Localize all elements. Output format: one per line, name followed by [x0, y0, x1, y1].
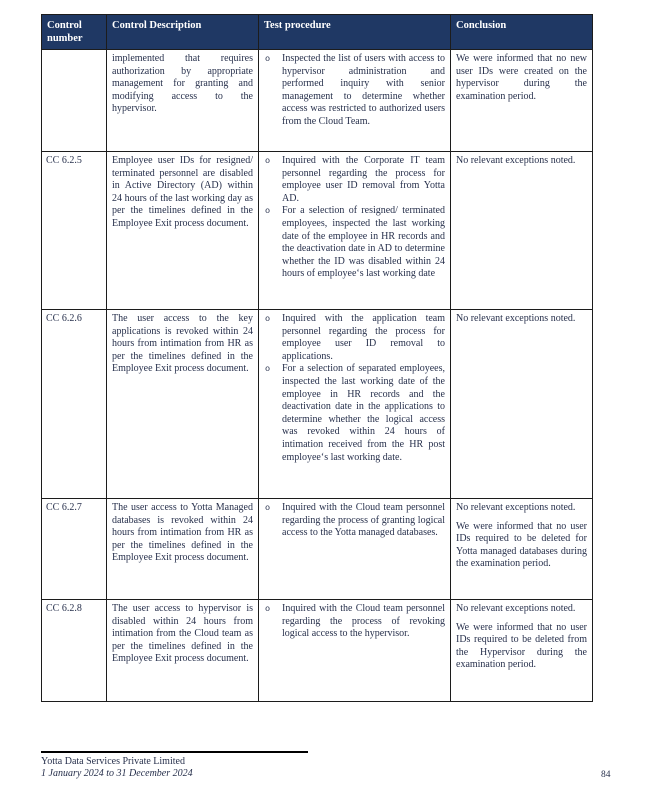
header-conclusion: Conclusion [451, 15, 593, 50]
footer-company: Yotta Data Services Private Limited [41, 756, 185, 767]
conclusion-paragraph: No relevant exceptions noted. [456, 603, 576, 614]
bullet-marker: o [265, 206, 271, 217]
table-row [42, 50, 593, 152]
procedure-item [264, 603, 445, 641]
footer-report-period: 1 January 2024 to 31 December 2024 [41, 768, 193, 779]
conclusion-cell [451, 310, 593, 499]
table-row [42, 152, 593, 310]
procedure-item [264, 502, 445, 540]
control-description-cell: The user access to hypervisor is disabled within 24 hours from intimation from the Cloud team as per the timelines defined in the Employee Exit process document. [107, 600, 259, 702]
control-description-cell: The user access to the key applications is revoked within 24 hours from intimation from HR as per the timelines defined in the Employee Exit process document. [107, 310, 259, 499]
page-number: 84 [601, 770, 611, 780]
control-number-cell: CC 6.2.6 [42, 310, 107, 499]
test-procedure-cell [259, 310, 451, 499]
procedure-item [264, 155, 445, 205]
conclusion-paragraph: No relevant exceptions noted. [456, 313, 576, 324]
control-description-cell: The user access to Yotta Managed databases is revoked within 24 hours from intimation from HR as per the timelines defined in the Employee Exit process document. [107, 499, 259, 600]
control-description-cell: Employee user IDs for resigned/ terminated personnel are disabled in Active Directory (AD) within 24 hours of the last working day as per the timelines defined in the Employee Exit process document. [107, 152, 259, 310]
procedure-item [264, 53, 445, 129]
test-procedure-cell [259, 499, 451, 600]
procedure-text: For a selection of separated employees, inspected the last working date of the employee in HR records and the deactivation date in the applications to determine whether the logical access was revoked within 24 hours of intimation received from the HR post employee‘s last working date. [282, 363, 445, 463]
conclusion-cell [451, 600, 593, 702]
test-procedure-cell [259, 152, 451, 310]
procedure-text: Inspected the list of users with access to hypervisor administration and performed inquiry with senior management to determine whether access was restricted to authorized users from the Cloud Team. [282, 53, 445, 127]
procedure-text: Inquired with the application team personnel regarding the process for employee user ID removal to applications. [282, 313, 445, 362]
conclusion-paragraph: We were informed that no user IDs required to be deleted for Yotta managed databases during the examination period. [456, 520, 587, 570]
header-test-procedure: Test procedure [259, 15, 451, 50]
control-number-cell: CC 6.2.7 [42, 499, 107, 600]
procedure-text: Inquired with the Corporate IT team personnel regarding the process for employee user ID removal from Yotta AD. [282, 155, 445, 204]
table-row [42, 310, 593, 499]
bullet-marker: o [265, 54, 271, 64]
conclusion-paragraph: No relevant exceptions noted. [456, 155, 576, 166]
procedure-item [264, 313, 445, 363]
controls-table [41, 14, 593, 702]
conclusion-cell [451, 50, 593, 152]
conclusion-cell [451, 499, 593, 600]
header-control-number: Control number [42, 15, 107, 50]
header-control-description: Control Description [107, 15, 259, 50]
footer-divider [41, 751, 308, 753]
conclusion-paragraph: We were informed that no new user IDs were created on the hypervisor during the examination period. [456, 53, 587, 102]
table-body [42, 50, 593, 702]
procedure-item [264, 205, 445, 281]
conclusion-paragraph: No relevant exceptions noted. [456, 502, 576, 513]
bullet-marker: o [265, 604, 271, 614]
table-row [42, 499, 593, 600]
test-procedure-cell [259, 50, 451, 152]
control-number-cell [42, 50, 107, 152]
bullet-marker: o [265, 503, 271, 513]
bullet-marker: o [265, 314, 271, 324]
table-header-row [42, 15, 593, 50]
conclusion-paragraph: We were informed that no user IDs required to be deleted from the Hypervisor during the examination period. [456, 621, 587, 671]
procedure-text: Inquired with the Cloud team personnel regarding the process of granting logical access to the Yotta managed databases. [282, 502, 445, 539]
procedure-text: For a selection of resigned/ terminated employees, inspected the last working date of the employee in HR records and the deactivation date in AD to determine whether the ID was disabled within 24 hours of employee‘s last working date [282, 205, 445, 280]
control-number-cell: CC 6.2.8 [42, 600, 107, 702]
test-procedure-cell [259, 600, 451, 702]
procedure-item [264, 363, 445, 464]
control-number-cell: CC 6.2.5 [42, 152, 107, 310]
control-description-cell: implemented that requires authorization by appropriate management for granting and modifying access to the hypervisor. [107, 50, 259, 152]
bullet-marker: o [265, 156, 271, 166]
procedure-text: Inquired with the Cloud team personnel regarding the process of revoking logical access to the hypervisor. [282, 603, 445, 640]
table-row [42, 600, 593, 702]
bullet-marker: o [265, 364, 271, 375]
conclusion-cell [451, 152, 593, 310]
